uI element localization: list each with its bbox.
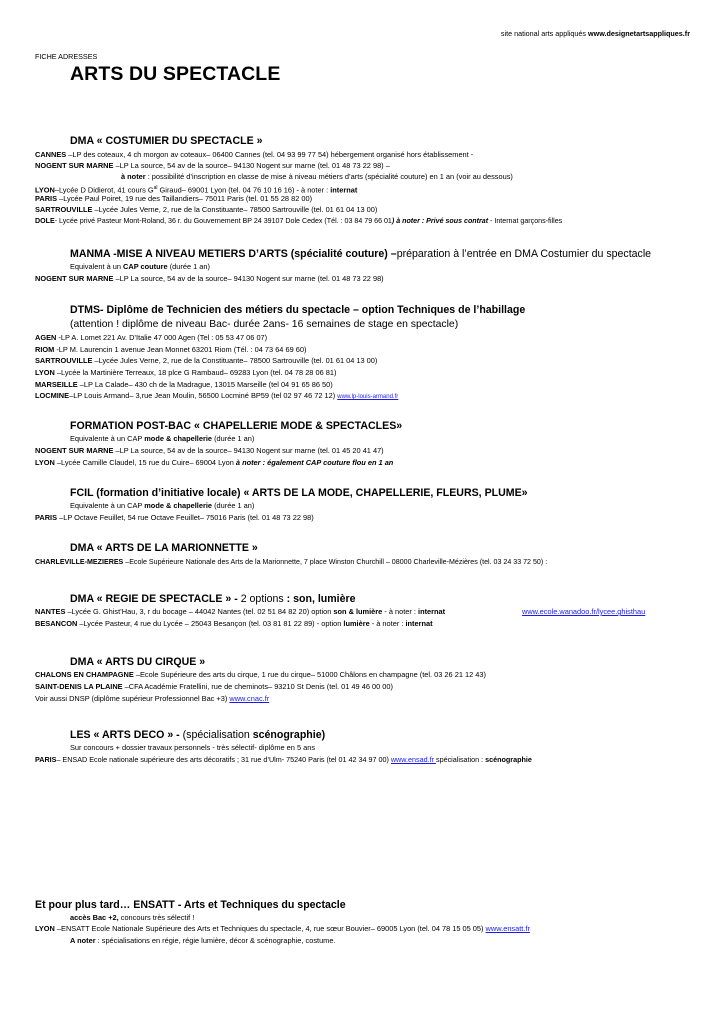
- address-text: – ENSAD Ecole nationale supérieure des arts décoratifs ; 31 rue d’Ulm- 75240 Paris (tel 01 42 34 97 00): [56, 755, 391, 764]
- address-line: [35, 274, 384, 285]
- address-text: –Ecole Supérieure Nationale des Arts de la Marionnette, 7 place Winston Churchill – 08000 Charleville-Mézières (tel. 03 24 33 72 50) :: [123, 558, 548, 566]
- site-url-link[interactable]: www.designetartsappliques.fr: [588, 29, 690, 38]
- address-text: –LP Octave Feuillet, 54 rue Octave Feuillet– 75016 Paris (tel. 01 48 73 22 98): [57, 513, 314, 522]
- address-line: [35, 216, 562, 227]
- city: SAINT-DENIS LA PLAINE: [35, 682, 123, 691]
- address-text: - Lycée privé Pasteur Mont-Roland, 36 r. du Gouvernement BP 24 39107 Dole Cedex (Tél. : 03 84 79 66 01: [54, 217, 392, 225]
- note-label: A noter: [70, 936, 96, 945]
- info-line: [35, 694, 269, 705]
- site-header: [501, 29, 690, 40]
- equivalence-bold: CAP couture: [123, 262, 168, 271]
- address-line: [35, 607, 445, 618]
- address-text: –Lycée Paul Poiret, 19 rue des Taillandiers– 75011 Paris (tel. 01 55 28 82 00): [57, 194, 313, 203]
- city: RIOM: [35, 345, 55, 354]
- city: LYON: [35, 458, 55, 467]
- heading-bold: scénographie): [252, 729, 326, 741]
- address-line: [35, 333, 267, 344]
- section-heading-chapellerie: FORMATION POST-BAC « CHAPELLERIE MODE & SPECTACLES»: [70, 420, 403, 432]
- equivalence-bold: mode & chapellerie: [144, 501, 213, 510]
- section-heading-manma: [70, 247, 651, 261]
- address-text: - à noter :: [382, 607, 419, 616]
- address-line: [35, 205, 377, 216]
- address-line: [35, 356, 377, 367]
- section-heading-marionnette: DMA « ARTS DE LA MARIONNETTE »: [70, 542, 258, 554]
- city: SARTROUVILLE: [35, 205, 93, 214]
- city: NANTES: [35, 607, 66, 616]
- address-text: -LP M. Laurencin 1 avenue Jean Monnet 63201 Riom (Tél. : 04 73 64 69 60): [54, 345, 307, 354]
- note-bold-italic: ) à noter : Privé sous contrat: [391, 217, 489, 225]
- note-line: [121, 172, 513, 183]
- address-text: –LP La source, 54 av de la source– 94130 Nogent sur marne (tel. 01 48 73 22 98) –: [113, 161, 390, 170]
- address-text: –Lycée D Didierot, 41 cours G: [54, 185, 154, 195]
- note-bold-italic: à noter : également CAP couture flou en 1 an: [235, 458, 394, 467]
- note-bold: internat: [405, 619, 433, 628]
- city: CHALONS EN CHAMPAGNE: [35, 670, 134, 679]
- section-subline: (attention ! diplôme de niveau Bac- durée 2ans- 16 semaines de stage en spectacle): [70, 319, 459, 330]
- address-line: [35, 557, 547, 568]
- school-website-link[interactable]: www.cnac.fr: [229, 694, 270, 703]
- city: BESANCON: [35, 619, 78, 628]
- heading-bold: : son, lumière: [283, 593, 356, 605]
- heading-bold: MANMA -MISE A NIVEAU METIERS D’ARTS (spécialité couture) –: [70, 248, 397, 260]
- address-text: -LP A. Lomet 221 Av. D’Italie 47 000 Agen (Tel : 05 53 47 06 07): [56, 333, 268, 342]
- address-text: - à noter :: [369, 619, 406, 628]
- city: LYON: [35, 185, 55, 195]
- city: CANNES: [35, 150, 67, 159]
- equivalence-text: (durée 1 an): [212, 434, 255, 443]
- city: DOLE: [35, 217, 55, 225]
- address-text: Giraud– 69001 Lyon (tel. 04 76 10 16 16) - à noter :: [157, 185, 331, 195]
- section-heading-ensatt: Et pour plus tard… ENSATT - Arts et Techniques du spectacle: [35, 899, 346, 911]
- city: CHARLEVILLE-MEZIERES: [35, 558, 124, 566]
- address-text: –ENSATT Ecole Nationale Supérieure des Arts et Techniques du spectacle, 4, rue sœur Bouvier– 69005 Lyon (tel. 04 78 15 05 05): [54, 924, 486, 933]
- address-text: - Internat garçons-filles: [488, 217, 563, 225]
- address-text: –LP La source, 54 av de la source– 94130 Nogent sur marne (tel. 01 48 73 22 98): [113, 274, 384, 283]
- section-heading-arts-deco: [70, 728, 325, 742]
- equivalence-bold: mode & chapellerie: [144, 434, 213, 443]
- city: LYON: [35, 368, 55, 377]
- address-line: [35, 391, 398, 403]
- access-text: concours très sélectif !: [118, 913, 195, 922]
- address-line: [35, 670, 486, 681]
- equivalence-text: (durée 1 an): [167, 262, 210, 271]
- section-heading-costumier: DMA « COSTUMIER DU SPECTACLE »: [70, 135, 263, 147]
- heading-normal: préparation à l’entrée en DMA Costumier du spectacle: [396, 248, 652, 260]
- school-website-link[interactable]: www.ensatt.fr: [485, 924, 530, 933]
- city: LYON: [35, 924, 55, 933]
- equivalence-text: Equivalente à un CAP: [70, 501, 145, 510]
- address-line: [35, 150, 473, 161]
- equivalence-line: Sur concours + dossier travaux personnels - très sélectif- diplôme en 5 ans: [70, 743, 316, 752]
- address-text: –Ecole Supérieure des arts du cirque, 1 rue du cirque– 51000 Châlons en champagne (tel. 03 26 21 12 43): [133, 670, 486, 679]
- equivalence-text: Equivalente à un CAP: [70, 434, 145, 443]
- access-bold: accès Bac +2,: [70, 913, 119, 922]
- note-bold: internat: [330, 185, 358, 195]
- option-bold: lumière: [343, 619, 370, 628]
- address-line: [35, 380, 333, 391]
- city: NOGENT SUR MARNE: [35, 446, 114, 455]
- heading-normal: (spécialisation: [182, 729, 253, 741]
- address-text: –CFA Académie Fratellini, rue de cheminots– 93210 St Denis (tel. 01 49 46 00 00): [122, 682, 393, 691]
- section-heading-regie: [70, 592, 356, 606]
- city: NOGENT SUR MARNE: [35, 274, 114, 283]
- note-label: à noter: [121, 172, 146, 181]
- city: AGEN: [35, 333, 57, 342]
- address-text: –LP La source, 54 av de la source– 94130 Nogent sur marne (tel. 01 45 20 41 47): [113, 446, 384, 455]
- note-line: [70, 936, 336, 947]
- address-line: [35, 345, 306, 356]
- address-text: –Lycée G. Ghist’Hau, 3, r du bocage – 44042 Nantes (tel. 02 51 84 82 20) option: [65, 607, 334, 616]
- section-heading-dtms: DTMS- Diplôme de Technicien des métiers du spectacle – option Techniques de l’habillage: [70, 304, 526, 316]
- address-text: spécialisation :: [435, 755, 486, 764]
- address-text: –Lycée la Martinière Terreaux, 18 plce G Rambaud– 69283 Lyon (tel. 04 78 28 06 81): [54, 368, 337, 377]
- address-line: [35, 458, 393, 469]
- section-heading-cirque: DMA « ARTS DU CIRQUE »: [70, 656, 206, 668]
- note-text: : spécialisations en régie, régie lumière, décor & scénographie, costume.: [95, 936, 336, 945]
- school-website-link[interactable]: www.ensad.fr: [390, 755, 436, 764]
- city: PARIS: [35, 513, 58, 522]
- heading-bold: DMA « REGIE DE SPECTACLE » -: [70, 593, 241, 605]
- info-text: Voir aussi DNSP (diplôme supérieur Professionnel Bac +3): [35, 694, 230, 703]
- city: MARSEILLE: [35, 380, 78, 389]
- equivalence-text: (durée 1 an): [212, 501, 255, 510]
- equivalence-text: Equivalent à un: [70, 262, 124, 271]
- city: NOGENT SUR MARNE: [35, 161, 114, 170]
- address-line: [35, 194, 312, 205]
- site-label: site national arts appliqués: [500, 29, 589, 38]
- address-line: [35, 924, 530, 935]
- equivalence-line: [70, 501, 254, 512]
- address-line: [35, 619, 433, 630]
- equivalence-line: [70, 262, 210, 273]
- address-line: [35, 368, 336, 379]
- note-bold: internat: [418, 607, 446, 616]
- address-line: [35, 446, 384, 457]
- address-text: –LP des coteaux, 4 ch morgon av coteaux– 06400 Cannes (tel. 04 93 99 77 54) hébergement organisé hors établissement -: [66, 150, 474, 159]
- address-text: –Lycée Jules Verne, 2, rue de la Constituante– 78500 Sartrouville (tel. 01 61 04 13 00): [92, 205, 378, 214]
- option-bold: son & lumière: [333, 607, 383, 616]
- school-website-link[interactable]: www.lp-louis-armand.fr: [337, 394, 399, 400]
- address-text: –LP Louis Armand– 3,rue Jean Moulin, 56500 Locminé BP59 (tel 02 97 46 72 12): [69, 391, 338, 400]
- fiche-label: FICHE ADRESSES: [35, 52, 98, 61]
- address-line: [35, 755, 532, 766]
- city: PARIS: [35, 194, 58, 203]
- page-title: ARTS DU SPECTACLE: [70, 63, 281, 85]
- heading-normal: 2 options: [240, 593, 284, 605]
- address-text: –LP La Calade– 430 ch de la Madrague, 13015 Marseille (tel 04 91 65 86 50): [77, 380, 333, 389]
- address-text: –Lycée Camille Claudel, 15 rue du Cuire– 69004 Lyon: [54, 458, 236, 467]
- city: SARTROUVILLE: [35, 356, 93, 365]
- address-line: [35, 161, 390, 172]
- city: PARIS: [35, 755, 57, 764]
- superscript: al: [153, 185, 158, 191]
- school-website-link[interactable]: www.ecole.wanadoo.fr/lycee.ghisthau: [522, 607, 646, 616]
- equivalence-line: [70, 434, 254, 445]
- equivalence-line: [70, 913, 194, 924]
- address-text: –Lycée Pasteur, 4 rue du Lycée – 25043 Besançon (tel. 03 81 81 22 89) - option: [77, 619, 344, 628]
- city: LOCMINE: [35, 391, 70, 400]
- section-heading-fcil: FCIL (formation d’initiative locale) « ARTS DE LA MODE, CHAPELLERIE, FLEURS, PLUME»: [70, 487, 528, 499]
- heading-bold: LES « ARTS DECO » -: [70, 729, 183, 741]
- note-text: : possibilité d’inscription en classe de mise à niveau métiers d’arts (spécialité couture) en 1 an (voir au dessous): [145, 172, 513, 181]
- address-line: [35, 513, 314, 524]
- address-line: [35, 682, 393, 693]
- address-text: –Lycée Jules Verne, 2, rue de la Constituante– 78500 Sartrouville (tel. 01 61 04 13 00): [92, 356, 378, 365]
- specialisation-bold: scénographie: [485, 755, 532, 764]
